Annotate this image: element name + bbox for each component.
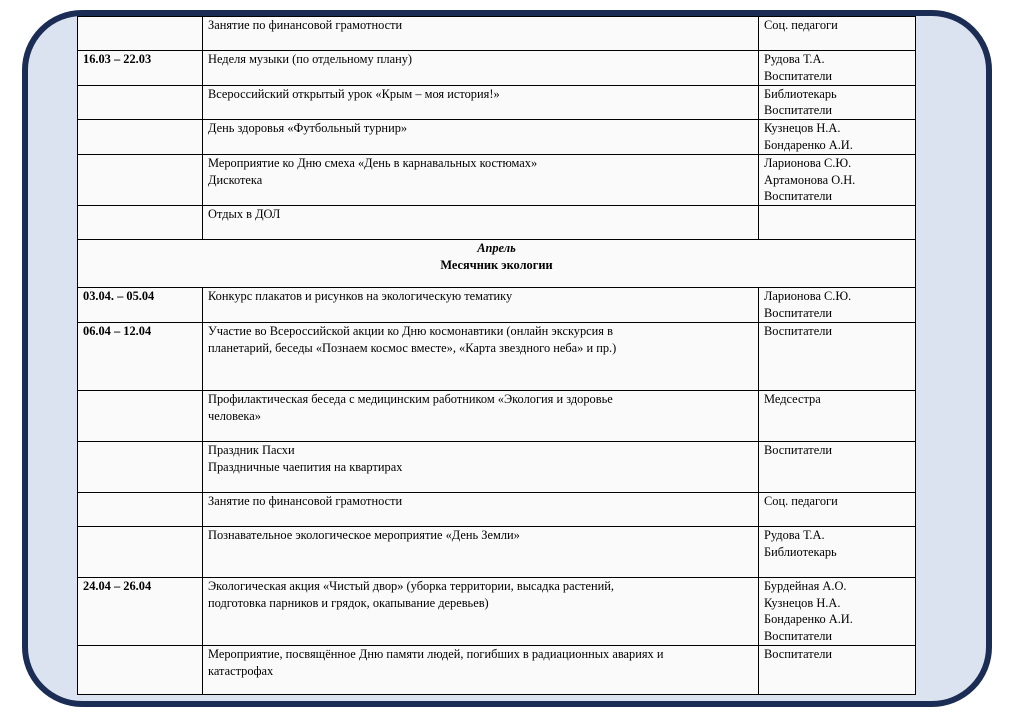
table-row — [78, 441, 916, 492]
event-text: планетарий, беседы «Познаем космос вместе», «Карта звездного неба» и пр.) — [208, 340, 617, 355]
month-header-row — [78, 240, 916, 288]
event-text: Мероприятие ко Дню смеха «День в карнавальных костюмах» — [208, 155, 538, 170]
date-cell — [78, 17, 203, 51]
event-text: Познавательное экологическое мероприятие «День Земли» — [208, 527, 520, 542]
responsible-name: Библиотекарь — [764, 86, 837, 101]
responsible-cell — [759, 85, 916, 120]
event-text: День здоровья «Футбольный турнир» — [208, 121, 408, 136]
event-text: катастрофах — [208, 663, 274, 678]
responsible-name: Кузнецов Н.А. — [764, 595, 841, 610]
responsible-name: Бондаренко А.И. — [764, 612, 853, 627]
event-plan-table — [77, 16, 916, 695]
responsible-cell — [759, 322, 916, 390]
responsible-cell — [759, 526, 916, 577]
event-plan-body — [78, 17, 916, 695]
responsible-cell — [759, 120, 916, 155]
event-cell — [203, 85, 759, 120]
responsible-name: Воспитатели — [764, 103, 833, 118]
responsible-cell — [759, 17, 916, 51]
responsible-cell — [759, 390, 916, 441]
event-text: Участие во Всероссийской акции ко Дню космонавтики (онлайн экскурсия в — [208, 323, 613, 338]
responsible-name: Бурдейная А.О. — [764, 578, 847, 593]
date-cell — [78, 206, 203, 240]
responsible-name: Соц. педагоги — [764, 18, 838, 32]
table-row — [78, 322, 916, 390]
event-cell — [203, 526, 759, 577]
event-cell — [203, 577, 759, 645]
responsible-name: Воспитатели — [764, 68, 833, 83]
responsible-name: Воспитатели — [764, 629, 833, 644]
event-cell — [203, 492, 759, 526]
date-cell — [78, 441, 203, 492]
responsible-name: Воспитатели — [764, 442, 833, 457]
month-theme: Месячник экологии — [440, 257, 553, 272]
event-text: Отдых в ДОЛ — [208, 207, 281, 222]
event-text: Всероссийский открытый урок «Крым – моя история!» — [208, 86, 500, 101]
event-text: Занятие по финансовой грамотности — [208, 18, 403, 32]
date-cell — [78, 492, 203, 526]
responsible-name: Воспитатели — [764, 189, 833, 204]
table-row — [78, 51, 916, 86]
event-cell — [203, 206, 759, 240]
table-row — [78, 526, 916, 577]
table-row — [78, 492, 916, 526]
event-text: Праздничные чаепития на квартирах — [208, 459, 403, 474]
date-cell: 03.04. – 05.04 — [78, 288, 203, 323]
month-name: Апрель — [477, 241, 516, 256]
responsible-cell — [759, 51, 916, 86]
event-text: Экологическая акция «Чистый двор» (уборка территории, высадка растений, — [208, 578, 615, 593]
responsible-name: Воспитатели — [764, 305, 833, 320]
event-text: Конкурс плакатов и рисунков на экологическую тематику — [208, 289, 513, 304]
event-cell — [203, 51, 759, 86]
responsible-name: Соц. педагоги — [764, 493, 838, 508]
date-cell — [78, 526, 203, 577]
event-cell — [203, 120, 759, 155]
responsible-name: Библиотекарь — [764, 544, 837, 559]
date-cell — [78, 120, 203, 155]
table-row — [78, 17, 916, 51]
date-cell — [78, 85, 203, 120]
responsible-name: Медсестра — [764, 391, 821, 406]
date-cell: 06.04 – 12.04 — [78, 322, 203, 390]
table-row — [78, 85, 916, 120]
table-row — [78, 645, 916, 694]
date-cell — [78, 390, 203, 441]
month-header-cell — [78, 240, 916, 288]
event-cell — [203, 154, 759, 205]
responsible-name: Рудова Т.А. — [764, 527, 825, 542]
responsible-name: Кузнецов Н.А. — [764, 121, 841, 136]
event-cell — [203, 322, 759, 390]
table-row — [78, 577, 916, 645]
responsible-cell — [759, 645, 916, 694]
table-row — [78, 390, 916, 441]
table-row — [78, 206, 916, 240]
table-row — [78, 288, 916, 323]
table-row — [78, 154, 916, 205]
responsible-cell — [759, 288, 916, 323]
responsible-name: Ларионова С.Ю. — [764, 155, 852, 170]
event-cell — [203, 288, 759, 323]
event-cell — [203, 645, 759, 694]
table-row — [78, 120, 916, 155]
responsible-cell — [759, 577, 916, 645]
event-text: подготовка парников и грядок, окапывание деревьев) — [208, 595, 489, 610]
event-text: Мероприятие, посвящённое Дню памяти людей, погибших в радиационных авариях и — [208, 646, 664, 661]
responsible-name: Рудова Т.А. — [764, 52, 825, 66]
responsible-cell — [759, 441, 916, 492]
responsible-cell — [759, 206, 916, 240]
event-cell — [203, 17, 759, 51]
date-cell — [78, 154, 203, 205]
date-cell: 24.04 – 26.04 — [78, 577, 203, 645]
event-text: человека» — [208, 408, 261, 423]
responsible-name: Артамонова О.Н. — [764, 172, 856, 187]
responsible-name: Воспитатели — [764, 323, 833, 338]
responsible-cell — [759, 492, 916, 526]
event-text: Дискотека — [208, 172, 263, 187]
date-cell: 16.03 – 22.03 — [78, 51, 203, 86]
event-text: Занятие по финансовой грамотности — [208, 493, 403, 508]
responsible-cell — [759, 154, 916, 205]
event-text: Профилактическая беседа с медицинским работником «Экология и здоровье — [208, 391, 613, 406]
date-cell — [78, 645, 203, 694]
responsible-name: Бондаренко А.И. — [764, 137, 853, 152]
event-cell — [203, 390, 759, 441]
responsible-name: Ларионова С.Ю. — [764, 289, 852, 304]
event-text: Неделя музыки (по отдельному плану) — [208, 52, 413, 66]
event-cell — [203, 441, 759, 492]
responsible-name: Воспитатели — [764, 646, 833, 661]
event-text: Праздник Пасхи — [208, 442, 295, 457]
